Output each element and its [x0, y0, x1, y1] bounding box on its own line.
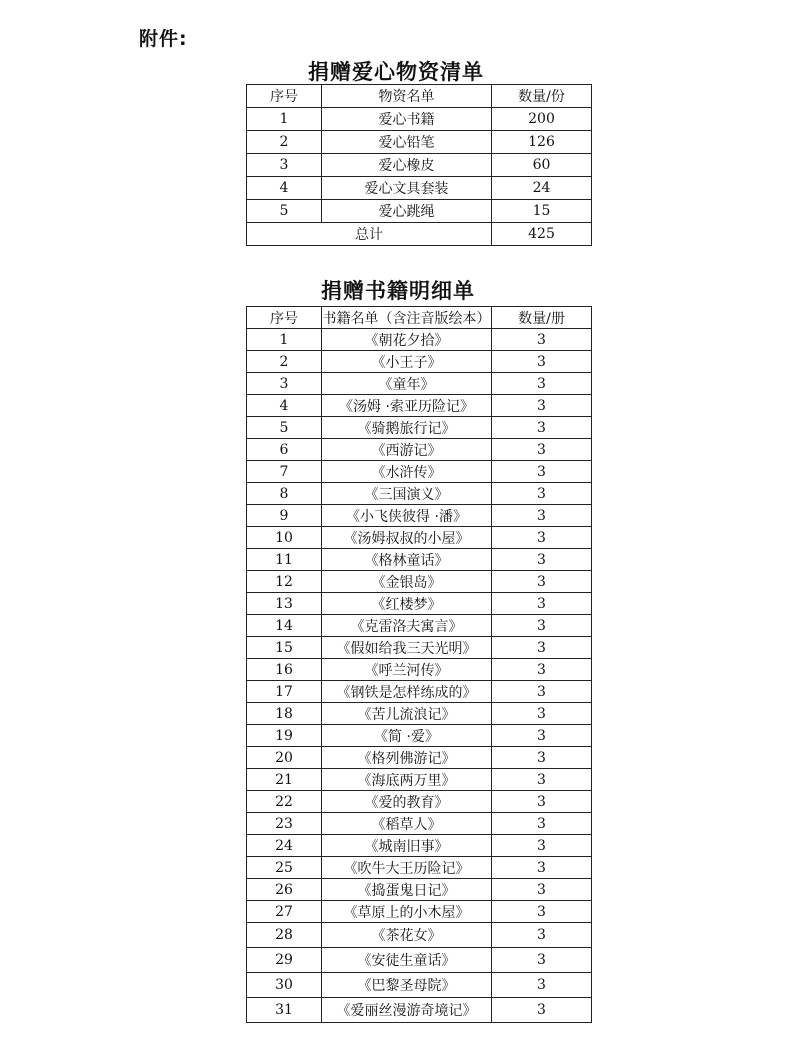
table-row: [247, 813, 592, 835]
table-row: [247, 857, 592, 879]
index-cell: 29: [247, 948, 322, 973]
index-cell: 15: [247, 637, 322, 659]
quantity-cell: 3: [492, 725, 592, 747]
quantity-cell: 3: [492, 505, 592, 527]
table-row: [247, 108, 592, 131]
books-table: [246, 306, 592, 1023]
book-title-cell: 《骑鹅旅行记》: [322, 417, 492, 439]
quantity-cell: 15: [492, 200, 592, 223]
quantity-cell: 126: [492, 131, 592, 154]
index-cell: 4: [247, 177, 322, 200]
table-row: [247, 571, 592, 593]
quantity-cell: 3: [492, 483, 592, 505]
index-cell: 2: [247, 131, 322, 154]
quantity-cell: 3: [492, 329, 592, 351]
index-cell: 6: [247, 439, 322, 461]
index-cell: 9: [247, 505, 322, 527]
column-header-quantity: 数量/份: [492, 85, 592, 108]
index-cell: 7: [247, 461, 322, 483]
column-header-index: 序号: [247, 85, 322, 108]
table-row: [247, 154, 592, 177]
index-cell: 16: [247, 659, 322, 681]
table-row: [247, 593, 592, 615]
table-row: [247, 505, 592, 527]
item-name-cell: 爱心橡皮: [322, 154, 492, 177]
table-row: [247, 417, 592, 439]
table-row: [247, 703, 592, 725]
quantity-cell: 200: [492, 108, 592, 131]
table-row: [247, 901, 592, 923]
book-title-cell: 《捣蛋鬼日记》: [322, 879, 492, 901]
quantity-cell: 3: [492, 417, 592, 439]
attachment-label: 附件:: [139, 28, 188, 50]
table-row: [247, 549, 592, 571]
quantity-cell: 3: [492, 769, 592, 791]
quantity-cell: 3: [492, 439, 592, 461]
table-row: [247, 200, 592, 223]
quantity-cell: 24: [492, 177, 592, 200]
table-row: [247, 483, 592, 505]
book-title-cell: 《小王子》: [322, 351, 492, 373]
books-title: 捐赠书籍明细单: [321, 279, 475, 303]
quantity-cell: 3: [492, 703, 592, 725]
table-row: [247, 637, 592, 659]
column-header-book: 书籍名单（含注音版绘本）: [322, 307, 492, 329]
quantity-cell: 60: [492, 154, 592, 177]
table-row: [247, 177, 592, 200]
table-row: [247, 659, 592, 681]
quantity-cell: 3: [492, 373, 592, 395]
book-title-cell: 《格林童话》: [322, 549, 492, 571]
quantity-cell: 3: [492, 659, 592, 681]
book-title-cell: 《钢铁是怎样练成的》: [322, 681, 492, 703]
table-row: [247, 439, 592, 461]
index-cell: 24: [247, 835, 322, 857]
index-cell: 8: [247, 483, 322, 505]
book-title-cell: 《汤姆叔叔的小屋》: [322, 527, 492, 549]
book-title-cell: 《苦儿流浪记》: [322, 703, 492, 725]
quantity-cell: 3: [492, 791, 592, 813]
quantity-cell: 3: [492, 461, 592, 483]
quantity-cell: 3: [492, 923, 592, 948]
quantity-cell: 3: [492, 973, 592, 998]
column-header-item: 物资名单: [322, 85, 492, 108]
total-value: 425: [492, 223, 592, 246]
index-cell: 2: [247, 351, 322, 373]
book-title-cell: 《安徒生童话》: [322, 948, 492, 973]
table-row: [247, 948, 592, 973]
book-title-cell: 《巴黎圣母院》: [322, 973, 492, 998]
quantity-cell: 3: [492, 901, 592, 923]
table-row: [247, 131, 592, 154]
index-cell: 30: [247, 973, 322, 998]
book-title-cell: 《城南旧事》: [322, 835, 492, 857]
table-row: [247, 615, 592, 637]
book-title-cell: 《呼兰河传》: [322, 659, 492, 681]
quantity-cell: 3: [492, 813, 592, 835]
index-cell: 13: [247, 593, 322, 615]
index-cell: 11: [247, 549, 322, 571]
book-title-cell: 《汤姆 ·索亚历险记》: [322, 395, 492, 417]
book-title-cell: 《爱丽丝漫游奇境记》: [322, 998, 492, 1023]
book-title-cell: 《简 ·爱》: [322, 725, 492, 747]
index-cell: 20: [247, 747, 322, 769]
index-cell: 23: [247, 813, 322, 835]
table-row: [247, 791, 592, 813]
book-title-cell: 《稻草人》: [322, 813, 492, 835]
index-cell: 22: [247, 791, 322, 813]
table-row: [247, 973, 592, 998]
table-row: [247, 351, 592, 373]
quantity-cell: 3: [492, 998, 592, 1023]
index-cell: 27: [247, 901, 322, 923]
item-name-cell: 爱心铅笔: [322, 131, 492, 154]
column-header-quantity: 数量/册: [492, 307, 592, 329]
index-cell: 17: [247, 681, 322, 703]
quantity-cell: 3: [492, 879, 592, 901]
table-row: [247, 373, 592, 395]
total-label: 总计: [247, 223, 492, 246]
table-row: [247, 923, 592, 948]
quantity-cell: 3: [492, 527, 592, 549]
quantity-cell: 3: [492, 948, 592, 973]
index-cell: 31: [247, 998, 322, 1023]
table-row: [247, 747, 592, 769]
quantity-cell: 3: [492, 351, 592, 373]
book-title-cell: 《草原上的小木屋》: [322, 901, 492, 923]
index-cell: 3: [247, 154, 322, 177]
book-title-cell: 《朝花夕拾》: [322, 329, 492, 351]
quantity-cell: 3: [492, 681, 592, 703]
quantity-cell: 3: [492, 593, 592, 615]
book-title-cell: 《童年》: [322, 373, 492, 395]
book-title-cell: 《假如给我三天光明》: [322, 637, 492, 659]
index-cell: 25: [247, 857, 322, 879]
quantity-cell: 3: [492, 571, 592, 593]
table-row: [247, 879, 592, 901]
table-row: [247, 998, 592, 1023]
column-header-index: 序号: [247, 307, 322, 329]
index-cell: 1: [247, 329, 322, 351]
book-title-cell: 《金银岛》: [322, 571, 492, 593]
table-row: [247, 461, 592, 483]
table-row: [247, 329, 592, 351]
table-row: [247, 835, 592, 857]
index-cell: 19: [247, 725, 322, 747]
index-cell: 18: [247, 703, 322, 725]
table-row: [247, 681, 592, 703]
item-name-cell: 爱心跳绳: [322, 200, 492, 223]
quantity-cell: 3: [492, 615, 592, 637]
index-cell: 5: [247, 417, 322, 439]
index-cell: 26: [247, 879, 322, 901]
book-title-cell: 《爱的教育》: [322, 791, 492, 813]
quantity-cell: 3: [492, 835, 592, 857]
book-title-cell: 《茶花女》: [322, 923, 492, 948]
supplies-title: 捐赠爱心物资清单: [308, 60, 484, 84]
index-cell: 1: [247, 108, 322, 131]
index-cell: 5: [247, 200, 322, 223]
item-name-cell: 爱心文具套装: [322, 177, 492, 200]
table-row: [247, 395, 592, 417]
quantity-cell: 3: [492, 747, 592, 769]
index-cell: 10: [247, 527, 322, 549]
book-title-cell: 《吹牛大王历险记》: [322, 857, 492, 879]
index-cell: 28: [247, 923, 322, 948]
table-row: [247, 769, 592, 791]
table-row: [247, 725, 592, 747]
index-cell: 3: [247, 373, 322, 395]
index-cell: 12: [247, 571, 322, 593]
index-cell: 4: [247, 395, 322, 417]
book-title-cell: 《西游记》: [322, 439, 492, 461]
book-title-cell: 《水浒传》: [322, 461, 492, 483]
book-title-cell: 《红楼梦》: [322, 593, 492, 615]
book-title-cell: 《格列佛游记》: [322, 747, 492, 769]
index-cell: 21: [247, 769, 322, 791]
quantity-cell: 3: [492, 637, 592, 659]
book-title-cell: 《克雷洛夫寓言》: [322, 615, 492, 637]
table-row: [247, 527, 592, 549]
quantity-cell: 3: [492, 395, 592, 417]
book-title-cell: 《海底两万里》: [322, 769, 492, 791]
supplies-table: [246, 84, 592, 246]
quantity-cell: 3: [492, 857, 592, 879]
total-row: [247, 223, 592, 246]
index-cell: 14: [247, 615, 322, 637]
quantity-cell: 3: [492, 549, 592, 571]
book-title-cell: 《三国演义》: [322, 483, 492, 505]
item-name-cell: 爱心书籍: [322, 108, 492, 131]
book-title-cell: 《小飞侠彼得 ·潘》: [322, 505, 492, 527]
